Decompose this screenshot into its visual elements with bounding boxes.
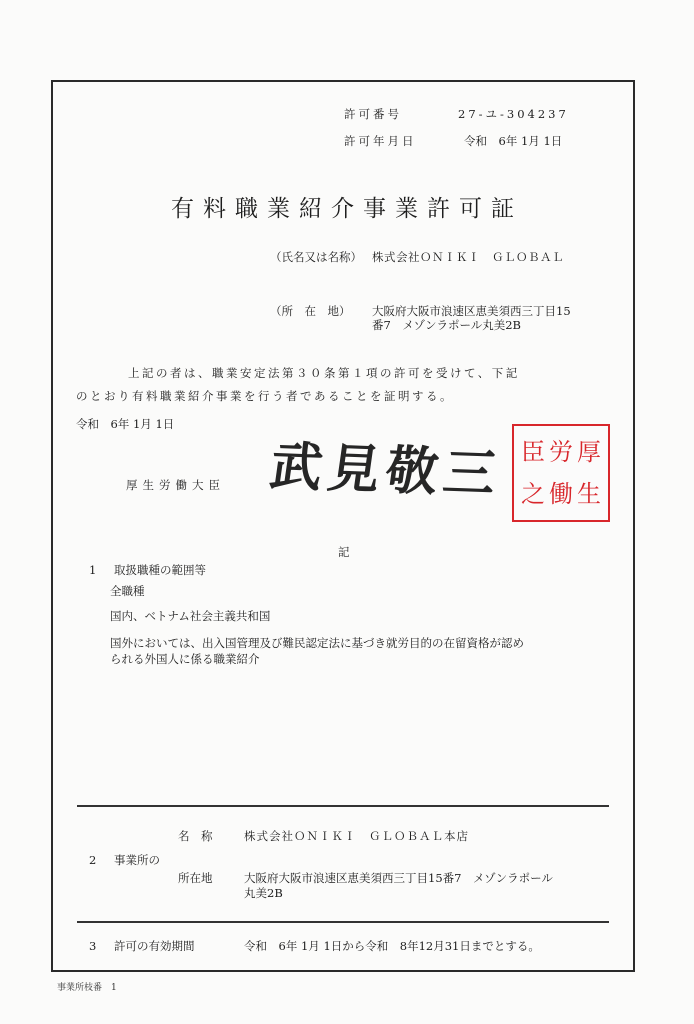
- minister-signature: 武見敬三: [266, 435, 506, 506]
- office-address-line1: 大阪府大阪市浪速区恵美須西三丁目15番7 メゾンラポール: [244, 871, 553, 885]
- certificate-title: 有料職業紹介事業許可証: [171, 196, 523, 222]
- permit-number-label: 許可番号: [344, 107, 402, 121]
- item2-number: 2: [89, 853, 97, 867]
- permit-number-value: 27-ユ-304237: [458, 107, 569, 121]
- scope-foreign-line2: られる外国人に係る職業紹介: [110, 652, 260, 666]
- certification-text-line1: 上記の者は、職業安定法第３０条第１項の許可を受けて、下記: [128, 366, 520, 380]
- holder-address-label: （所 在 地）: [270, 304, 351, 318]
- office-address-line2: 丸美2B: [244, 886, 283, 900]
- divider-top: [77, 805, 609, 807]
- office-name-value: 株式会社ＯＮＩＫＩ ＧＬＯＢＡＬ本店: [244, 829, 469, 843]
- minister-title: 厚生労働大臣: [126, 478, 225, 492]
- permit-date-label: 許可年月日: [344, 134, 417, 148]
- validity-period: 令和 6年 1月 1日から令和 8年12月31日までとする。: [244, 939, 540, 953]
- permit-date-value: 令和 6年 1月 1日: [464, 134, 563, 148]
- item3-title: 許可の有効期間: [114, 939, 195, 953]
- scope-foreign-line1: 国外においては、出入国管理及び難民認定法に基づき就労目的の在留資格が認め: [110, 636, 524, 650]
- scope-all-occupations: 全職種: [110, 584, 145, 598]
- holder-address-line2: 番7 メゾンラポール丸美2B: [372, 318, 522, 332]
- holder-name-value: 株式会社ＯＮＩＫＩ ＧＬＯＢＡＬ: [372, 250, 564, 264]
- office-branch-number: 事業所枝番 1: [57, 983, 117, 993]
- item1-title: 取扱職種の範囲等: [114, 563, 206, 577]
- divider-bottom: [77, 921, 609, 923]
- holder-name-label: （氏名又は名称）: [270, 250, 362, 264]
- certification-text-line2: のとおり有料職業紹介事業を行う者であることを証明する。: [76, 389, 454, 403]
- item2-title: 事業所の: [114, 853, 160, 867]
- office-address-label: 所在地: [178, 871, 213, 885]
- holder-address-line1: 大阪府大阪市浪速区恵美須西三丁目15: [372, 304, 571, 318]
- item1-number: 1: [89, 563, 97, 577]
- office-name-label: 名 称: [178, 829, 213, 843]
- ki-heading: 記: [338, 545, 350, 559]
- scope-countries: 国内、ベトナム社会主義共和国: [110, 609, 271, 623]
- issue-date: 令和 6年 1月 1日: [76, 417, 175, 431]
- official-seal: 臣 労 厚 之 働 生: [512, 424, 610, 522]
- item3-number: 3: [89, 939, 97, 953]
